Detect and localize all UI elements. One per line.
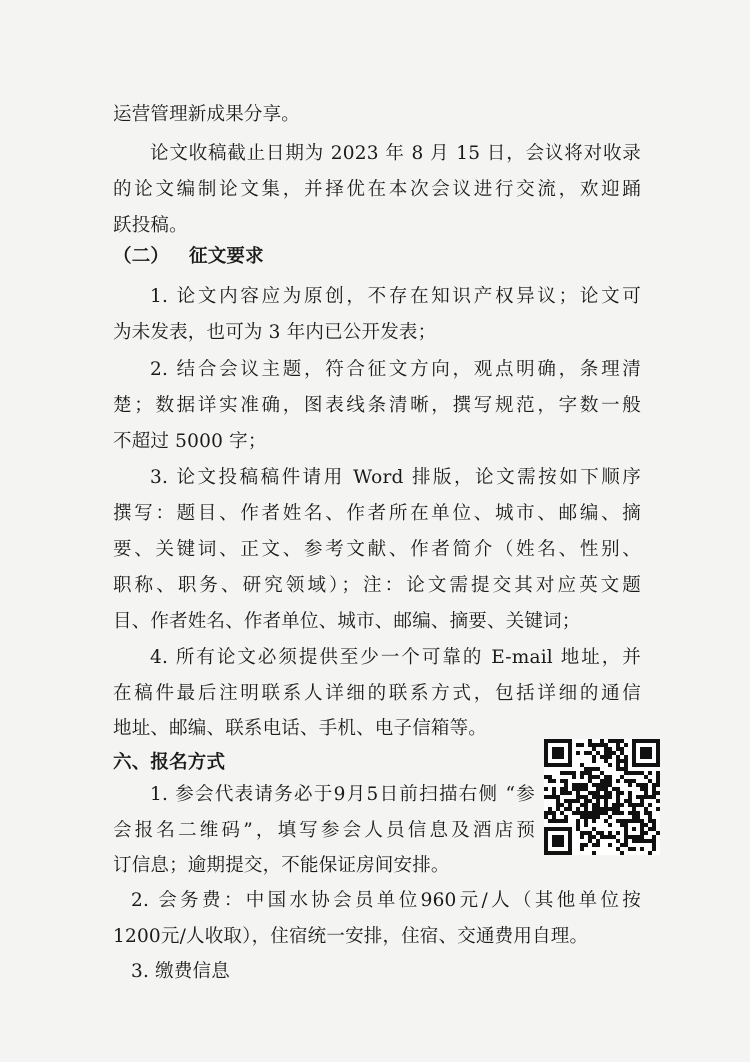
text-line: 的论文编制论文集，并择优在本次会议进行交流，欢迎踊 xyxy=(113,179,641,200)
text-line: 在稿件最后注明联系人详细的联系方式，包括详细的通信 xyxy=(113,683,641,704)
text-line: 3. 论文投稿稿件请用 Word 排版，论文需按如下顺序 xyxy=(150,467,641,488)
text-line: 订信息；逾期提交，不能保证房间安排。 xyxy=(113,855,450,876)
section-heading: 六、报名方式 xyxy=(113,752,226,773)
text-line: 楚；数据详实准确，图表线条清晰，撰写规范，字数一般 xyxy=(113,395,641,416)
text-line: 论文收稿截止日期为 2023 年 8 月 15 日，会议将对收录 xyxy=(150,143,641,164)
text-line: 职称、职务、研究领域）；注：论文需提交其对应英文题 xyxy=(113,575,641,596)
text-line: 要、关键词、正文、参考文献、作者简介（姓名、性别、 xyxy=(113,539,641,560)
text-line: 2. 会务费：中国水协会员单位960元/人（其他单位按 xyxy=(131,890,641,911)
text-line: 地址、邮编、联系电话、手机、电子信箱等。 xyxy=(113,718,488,739)
text-line: 3. 缴费信息 xyxy=(131,961,230,982)
text-line: 跃投稿。 xyxy=(113,215,188,236)
text-line: 不超过 5000 字； xyxy=(113,431,267,452)
text-line: 会报名二维码”，填写参会人员信息及酒店预 xyxy=(113,820,535,841)
text-line: 目、作者姓名、作者单位、城市、邮编、摘要、关键词； xyxy=(113,611,581,632)
text-line: 2. 结合会议主题，符合征文方向，观点明确，条理清 xyxy=(150,359,641,380)
text-line: 运营管理新成果分享。 xyxy=(113,104,301,125)
text-line: 撰写：题目、作者姓名、作者所在单位、城市、邮编、摘 xyxy=(113,503,641,524)
text-line: 为未发表，也可为 3 年内已公开发表； xyxy=(113,322,437,343)
text-line: 1. 论文内容应为原创，不存在知识产权异议；论文可 xyxy=(150,286,641,307)
registration-qr-code xyxy=(544,739,660,855)
text-line: 1200元/人收取），住宿统一安排，住宿、交通费用自理。 xyxy=(113,926,589,947)
text-line: 4. 所有论文必须提供至少一个可靠的 E-mail 地址，并 xyxy=(150,647,641,668)
text-line: 1. 参会代表请务必于9月5日前扫描右侧 “参 xyxy=(150,784,535,805)
section-heading: （二） 征文要求 xyxy=(113,246,264,267)
